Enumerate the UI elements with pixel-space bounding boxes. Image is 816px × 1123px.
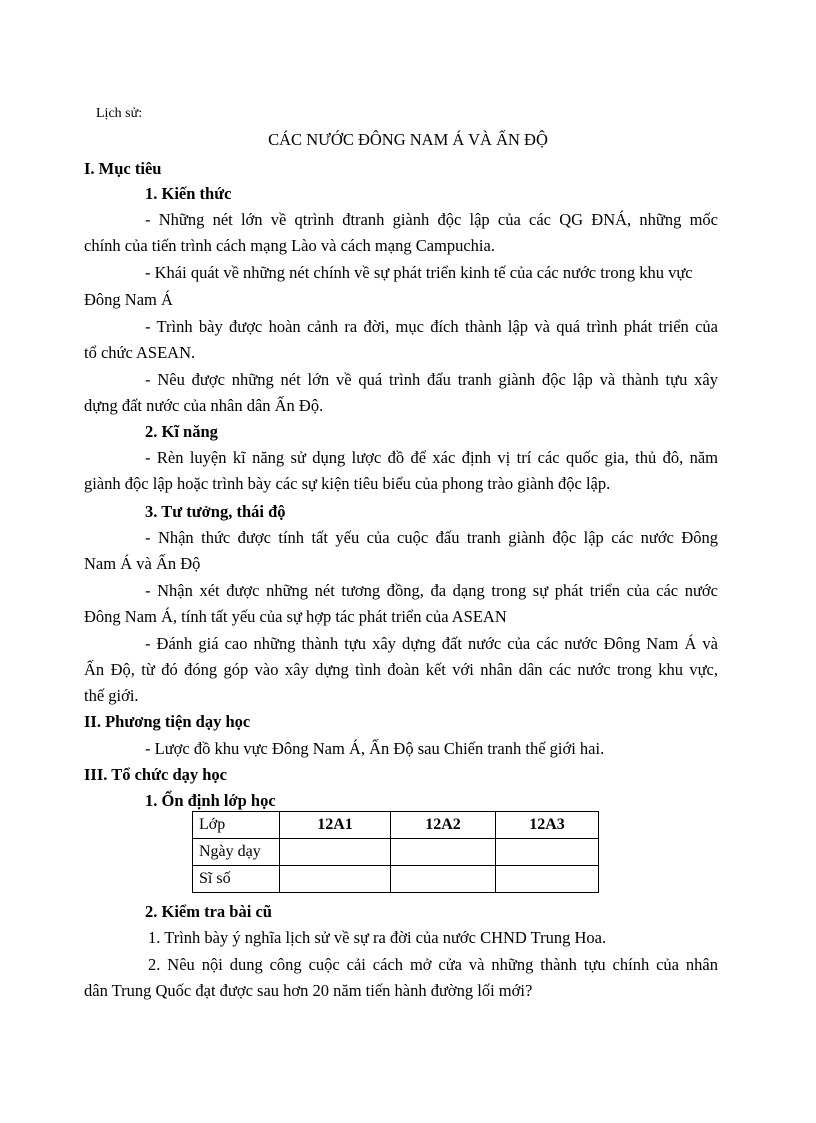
subsection-heading-class-stability: 1. Ổn định lớp học <box>145 791 276 810</box>
paragraph-line: dựng đất nước của nhân dân Ấn Độ. <box>84 396 324 415</box>
table-header-cell: 12A3 <box>496 812 599 839</box>
paragraph-line: - Nhận xét được những nét tương đồng, đa dạng trong sự phát triển của các nước <box>145 581 718 600</box>
table-cell: Ngày dạy <box>193 839 280 866</box>
table-cell <box>496 839 599 866</box>
review-question-1: 1. Trình bày ý nghĩa lịch sử về sự ra đời của nước CHND Trung Hoa. <box>148 928 607 947</box>
paragraph-line: thế giới. <box>84 686 139 705</box>
paragraph-line: - Những nét lớn về qtrình đtranh giành độc lập của các QG ĐNÁ, những mốc <box>145 210 718 229</box>
subject-label: Lịch sử: <box>96 106 143 121</box>
paragraph-line: Đông Nam Á, tính tất yếu của sự hợp tác phát triển của ASEAN <box>84 607 507 626</box>
review-question-2-line: dân Trung Quốc đạt được sau hơn 20 năm tiến hành đường lối mới? <box>84 981 533 1000</box>
paragraph-line: - Lược đồ khu vực Đông Nam Á, Ấn Độ sau Chiến tranh thế giới hai. <box>145 739 605 758</box>
paragraph-line: giành độc lập hoặc trình bày các sự kiện tiêu biểu của phong trào giành độc lập. <box>84 474 611 493</box>
subsection-heading-review: 2. Kiểm tra bài cũ <box>145 902 272 921</box>
paragraph-line: - Nêu được những nét lớn về quá trình đấu tranh giành độc lập và thành tựu xây <box>145 370 718 389</box>
table-cell <box>496 866 599 893</box>
table-header-cell: 12A2 <box>391 812 496 839</box>
table-row <box>193 839 599 866</box>
review-question-2-line: 2. Nêu nội dung công cuộc cải cách mở cửa và những thành tựu chính của nhân <box>148 955 718 974</box>
paragraph-line: - Đánh giá cao những thành tựu xây dựng đất nước của các nước Đông Nam Á và <box>145 634 718 653</box>
paragraph-line: Ấn Độ, từ đó đóng góp vào xây dựng tình đoàn kết với nhân dân các nước trong khu vực, <box>84 660 718 679</box>
section-heading-teaching-aids: II. Phương tiện dạy học <box>84 712 251 731</box>
document-title: CÁC NƯỚC ĐÔNG NAM Á VÀ ẤN ĐỘ <box>268 130 548 149</box>
table-header-cell: 12A1 <box>280 812 391 839</box>
paragraph-line: tổ chức ASEAN. <box>84 343 196 362</box>
subsection-heading-attitude: 3. Tư tưởng, thái độ <box>145 502 286 521</box>
table-cell <box>391 866 496 893</box>
section-heading-objectives: I. Mục tiêu <box>84 159 162 178</box>
table-cell <box>391 839 496 866</box>
paragraph-line: - Nhận thức được tính tất yếu của cuộc đấu tranh giành độc lập các nước Đông <box>145 528 718 547</box>
paragraph-line: Đông Nam Á <box>84 290 173 309</box>
subsection-heading-knowledge: 1. Kiến thức <box>145 184 232 203</box>
table-header-cell: Lớp <box>193 812 280 839</box>
paragraph-line: - Rèn luyện kĩ năng sử dụng lược đồ để xác định vị trí các quốc gia, thủ đô, năm <box>145 448 718 467</box>
table-cell <box>280 839 391 866</box>
paragraph-line: Nam Á và Ấn Độ <box>84 554 201 573</box>
subsection-heading-skills: 2. Kĩ năng <box>145 422 218 441</box>
paragraph-line: chính của tiến trình cách mạng Lào và cách mạng Campuchia. <box>84 236 495 255</box>
class-attendance-table <box>192 811 599 893</box>
paragraph-line: - Trình bày được hoàn cảnh ra đời, mục đích thành lập và quá trình phát triển của <box>145 317 718 336</box>
section-heading-organization: III. Tổ chức dạy học <box>84 765 227 784</box>
table-cell <box>280 866 391 893</box>
paragraph-line: - Khái quát về những nét chính về sự phát triển kinh tế của các nước trong khu vực <box>145 263 693 282</box>
table-cell: Sĩ số <box>193 866 280 893</box>
table-row <box>193 866 599 893</box>
table-header-row <box>193 812 599 839</box>
